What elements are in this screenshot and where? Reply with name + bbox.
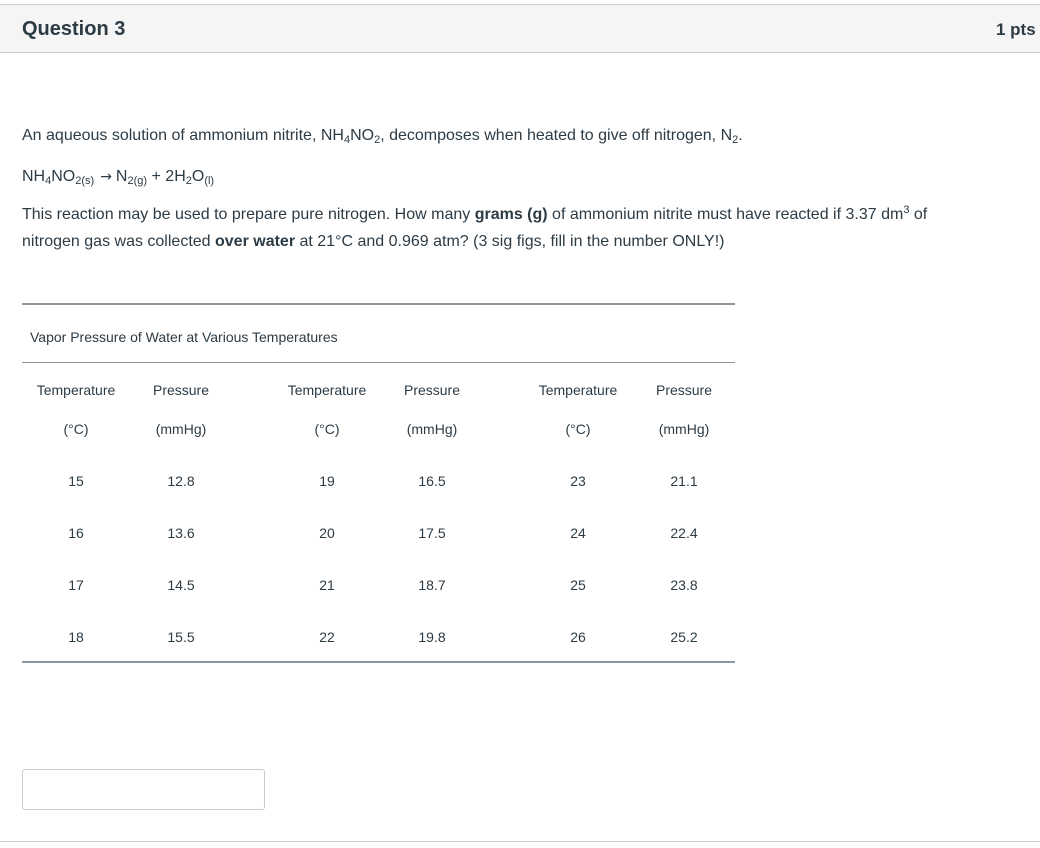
- pressure-cell: 13.6: [167, 525, 195, 541]
- pressure-cell: 25.2: [670, 629, 698, 645]
- pressure-cell: 19.8: [418, 629, 446, 645]
- temperature-cell: 15: [68, 473, 84, 489]
- pressure-cell: 22.4: [670, 525, 698, 541]
- pressure-cell: 23.8: [670, 577, 698, 593]
- question-title: Question 3: [22, 18, 126, 40]
- temperature-cell: 17: [68, 577, 84, 593]
- pressure-cell: 21.1: [670, 473, 698, 489]
- temperature-cell: 20: [319, 525, 335, 541]
- question-points: 1 pts: [996, 20, 1036, 39]
- column-unit: (mmHg): [155, 421, 207, 437]
- reaction-arrow-icon: →: [100, 169, 112, 185]
- temperature-cell: 18: [68, 629, 84, 645]
- column-unit: (°C): [63, 421, 89, 437]
- column-header: Temperature: [36, 382, 116, 398]
- question-header: [0, 5, 1040, 53]
- temperature-cell: 26: [570, 629, 586, 645]
- column-unit: (mmHg): [658, 421, 710, 437]
- temperature-cell: 22: [319, 629, 335, 645]
- pressure-cell: 18.7: [418, 577, 446, 593]
- column-unit: (°C): [565, 421, 591, 437]
- pressure-cell: 14.5: [167, 577, 195, 593]
- pressure-cell: 17.5: [418, 525, 446, 541]
- temperature-cell: 24: [570, 525, 586, 541]
- pressure-cell: 12.8: [167, 473, 195, 489]
- column-header: Pressure: [403, 382, 461, 398]
- pressure-cell: 16.5: [418, 473, 446, 489]
- column-header: Temperature: [287, 382, 367, 398]
- column-unit: (°C): [314, 421, 340, 437]
- intro-paragraph: An aqueous solution of ammonium nitrite, $NH_4NO_2$, decomposes when heated to give off nitrogen, $N_2$.: [22, 127, 743, 146]
- temperature-cell: 16: [68, 525, 84, 541]
- column-header: Pressure: [152, 382, 210, 398]
- temperature-cell: 21: [319, 577, 335, 593]
- table-caption: Vapor Pressure of Water at Various Temperatures: [30, 329, 338, 345]
- caption-divider: [22, 362, 735, 363]
- prompt-paragraph: This reaction may be used to prepare pure nitrogen. How many grams (g) of ammonium nitrite must have reacted if 3.37 $dm^3$ of nitrogen gas was collected over water at 21°C and 0.969 atm? (3 sig figs, fill in the number ONLY!): [22, 204, 928, 250]
- temperature-cell: 25: [570, 577, 586, 593]
- column-header: Pressure: [655, 382, 713, 398]
- answer-input[interactable]: [22, 769, 265, 810]
- vapor-pressure-table: [22, 303, 735, 663]
- temperature-cell: 23: [570, 473, 586, 489]
- pressure-cell: 15.5: [167, 629, 195, 645]
- column-unit: (mmHg): [406, 421, 458, 437]
- temperature-cell: 19: [319, 473, 335, 489]
- reaction-equation: $NH_4NO_{2(s)} \to N_{2(g)} + 2H_2O_{(l)}$: [22, 168, 215, 187]
- column-header: Temperature: [538, 382, 618, 398]
